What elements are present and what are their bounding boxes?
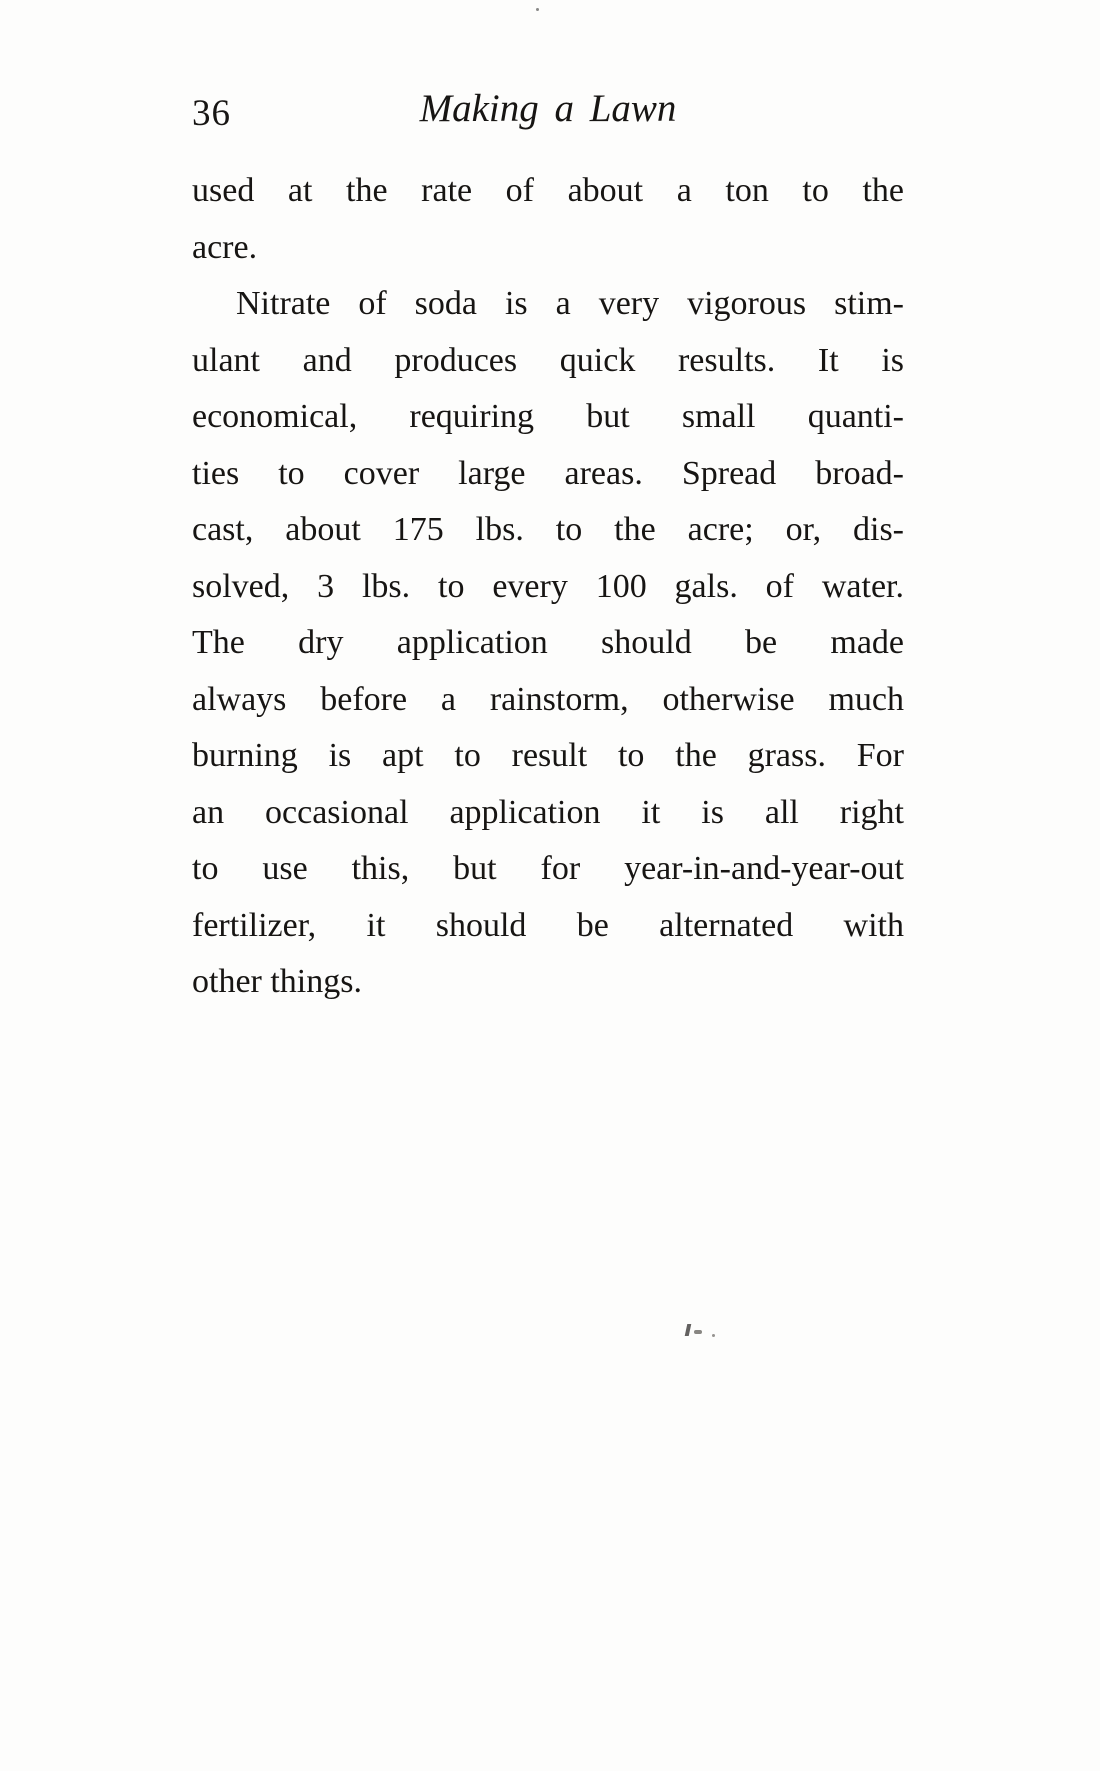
body-text (192, 163, 904, 1011)
text-line: ties to cover large areas. Spread broad- (192, 454, 904, 492)
page-header (192, 86, 904, 148)
scan-artifact-bottom (685, 1324, 692, 1336)
running-title: Making a Lawn (419, 87, 677, 130)
text-line: The dry application should be made (192, 624, 904, 661)
page-number: 36 (192, 93, 231, 134)
scan-artifact-bottom-3 (712, 1334, 715, 1337)
text-line: ulant and produces quick results. It is (192, 341, 904, 379)
text-line: always before a rainstorm, otherwise much (192, 680, 904, 718)
scan-artifact-bottom-2 (694, 1330, 702, 1334)
text-line: burning is apt to result to the grass. For (192, 737, 904, 774)
text-line: used at the rate of about a ton to the (192, 172, 904, 209)
text-line: fertilizer, it should be alternated with (192, 906, 904, 944)
text-line: to use this, but for year-in-and-year-out (192, 850, 904, 887)
text-line: solved, 3 lbs. to every 100 gals. of water. (192, 567, 904, 605)
text-line: cast, about 175 lbs. to the acre; or, dis- (192, 511, 904, 548)
text-line: an occasional application it is all right (192, 793, 904, 831)
text-line: economical, requiring but small quanti- (192, 398, 904, 435)
text-line: other things. (192, 963, 362, 1000)
text-line: acre. (192, 228, 258, 266)
scan-artifact-top (536, 8, 539, 11)
text-line: Nitrate of soda is a very vigorous stim- (236, 285, 904, 322)
